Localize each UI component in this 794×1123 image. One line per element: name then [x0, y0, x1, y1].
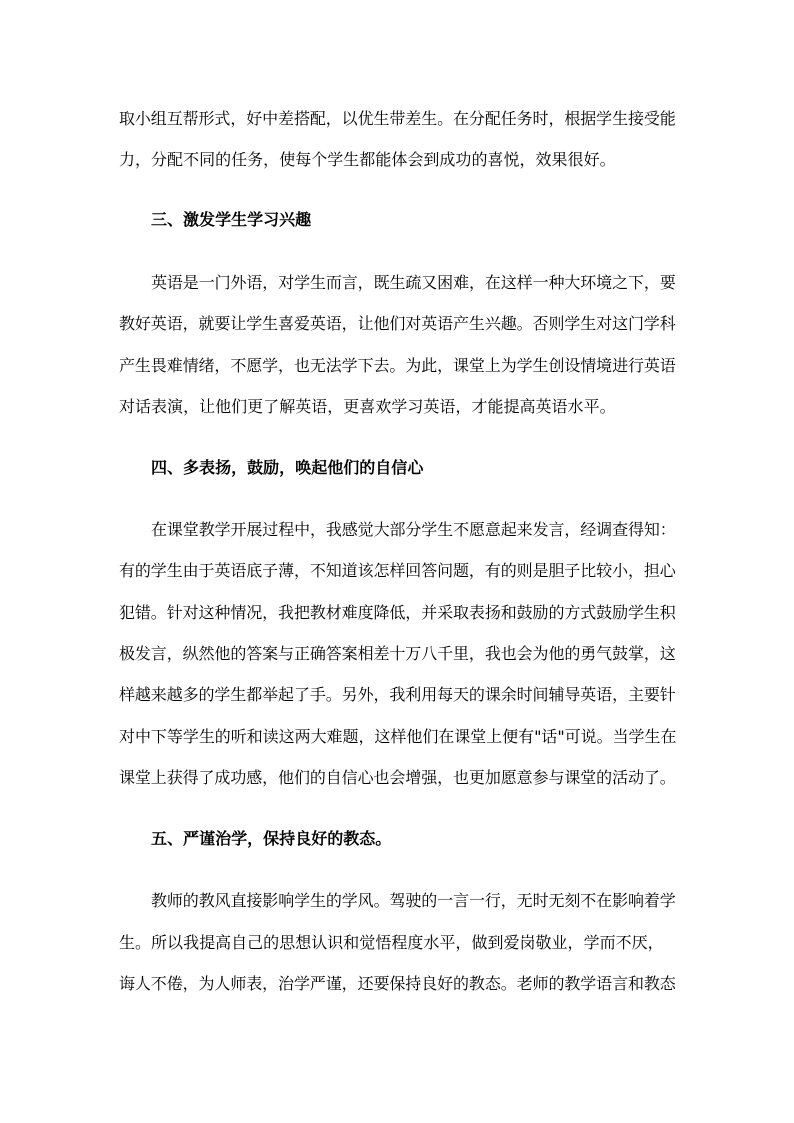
paragraph-line: 对话表演，让他们更了解英语，更喜欢学习英语，才能提高英语水平。 — [119, 397, 616, 416]
paragraph-line: 教好英语，就要让学生喜爱英语，让他们对英语产生兴趣。否则学生对这门学科 — [119, 314, 676, 333]
paragraph-line: 产生畏难情绪，不愿学，也无法学下去。为此，课堂上为学生创设情境进行英语 — [119, 356, 676, 375]
section-heading-5: 五、严谨治学，保持良好的教态。 — [151, 829, 392, 848]
paragraph-line: 犯错。针对这种情况，我把教材难度降低，并采取表扬和鼓励的方式鼓励学生积 — [119, 603, 676, 622]
paragraph-line: 英语是一门外语，对学生而言，既生疏又困难，在这样一种大环境之下，要 — [151, 273, 676, 292]
section-heading-4: 四、多表扬，鼓励，唤起他们的自信心 — [151, 458, 424, 477]
paragraph-line: 课堂上获得了成功感，他们的自信心也会增强，也更加愿意参与课堂的活动了。 — [119, 768, 676, 787]
paragraph-line: 诲人不倦，为人师表，治学严谨，还要保持良好的教态。老师的教学语言和教态 — [119, 974, 676, 993]
paragraph-line: 在课堂教学开展过程中，我感觉大部分学生不愿意起来发言，经调查得知： — [151, 520, 676, 539]
section-heading-3: 三、激发学生学习兴趣 — [151, 210, 312, 229]
paragraph-line: 极发言，纵然他的答案与正确答案相差十万八千里，我也会为他的勇气鼓掌，这 — [119, 644, 676, 663]
paragraph-line: 力，分配不同的任务，使每个学生都能体会到成功的喜悦，效果很好。 — [119, 150, 616, 169]
paragraph-line: 对中下等学生的听和读这两大难题，这样他们在课堂上便有"话"可说。当学生在 — [119, 727, 677, 746]
paragraph-line: 样越来越多的学生都举起了手。另外，我利用每天的课余时间辅导英语，主要针 — [119, 685, 676, 704]
paragraph-line: 有的学生由于英语底子薄，不知道该怎样回答问题，有的则是胆子比较小，担心 — [119, 561, 676, 580]
paragraph-line: 教师的教风直接影响学生的学风。驾驶的一言一行，无时无刻不在影响着学 — [151, 891, 676, 910]
paragraph-line: 生。所以我提高自己的思想认识和觉悟程度水平，做到爱岗敬业，学而不厌， — [119, 933, 664, 952]
paragraph-line: 取小组互帮形式，好中差搭配，以优生带差生。在分配任务时，根据学生接受能 — [119, 109, 676, 128]
